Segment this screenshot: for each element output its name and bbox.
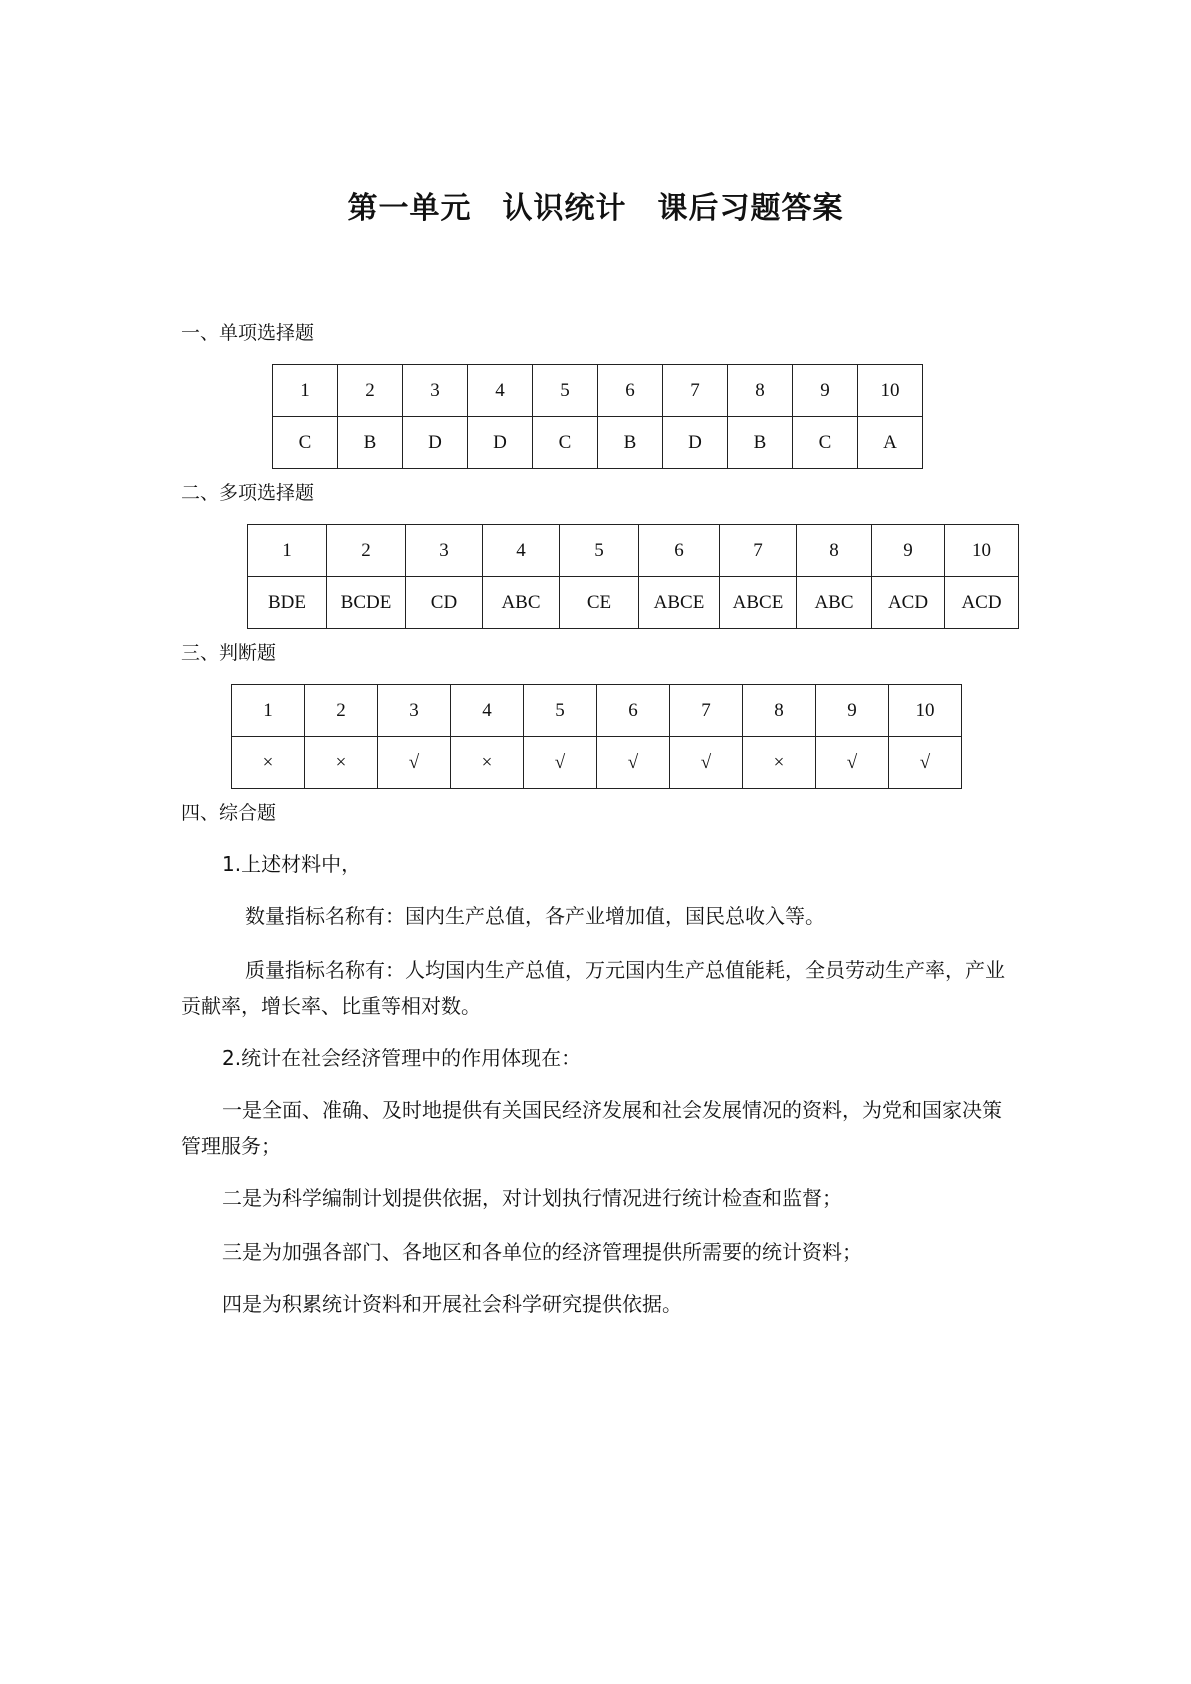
table-cell: 3 <box>406 525 483 577</box>
table-cell: 4 <box>451 685 524 737</box>
table-cell: 2 <box>327 525 406 577</box>
section-heading-comprehensive: 四、综合题 <box>181 802 277 824</box>
table-cell: B <box>598 417 663 469</box>
table-cell: √ <box>670 737 743 789</box>
table-row-answers <box>273 417 923 469</box>
table-cell: 4 <box>483 525 560 577</box>
table-cell: 9 <box>816 685 889 737</box>
section-heading-single-choice: 一、单项选择题 <box>181 322 315 344</box>
table-cell: D <box>403 417 468 469</box>
table-cell: × <box>743 737 816 789</box>
table-row-numbers <box>232 685 962 737</box>
table-cell: 8 <box>728 365 793 417</box>
table-cell: 3 <box>378 685 451 737</box>
q1-quality-indicators: 质量指标名称有：人均国内生产总值，万元国内生产总值能耗，全员劳动生产率，产业贡献率，增长率、比重等相对数。 <box>181 958 1005 1018</box>
table-cell: 7 <box>720 525 797 577</box>
table-cell: D <box>663 417 728 469</box>
table-cell: ACD <box>945 577 1019 629</box>
table-cell: 7 <box>670 685 743 737</box>
table-cell: BDE <box>248 577 327 629</box>
table-cell: C <box>273 417 338 469</box>
table-cell: B <box>728 417 793 469</box>
table-cell: ABC <box>483 577 560 629</box>
table-cell: 2 <box>305 685 378 737</box>
table-cell: A <box>858 417 923 469</box>
table-cell: 3 <box>403 365 468 417</box>
q2-point-1: 一是全面、准确、及时地提供有关国民经济发展和社会发展情况的资料，为党和国家决策管理服务； <box>181 1098 1002 1158</box>
table-cell: × <box>451 737 524 789</box>
table-cell: 10 <box>945 525 1019 577</box>
section-heading-true-false: 三、判断题 <box>181 642 277 664</box>
q1-quantity-indicators: 数量指标名称有：国内生产总值，各产业增加值，国民总收入等。 <box>245 904 825 928</box>
single-choice-answer-table <box>272 364 923 469</box>
table-cell: BCDE <box>327 577 406 629</box>
table-cell: √ <box>816 737 889 789</box>
q1-intro: 1.上述材料中， <box>222 852 362 876</box>
table-row-numbers <box>273 365 923 417</box>
multiple-choice-answer-table <box>247 524 1019 629</box>
table-row-answers <box>232 737 962 789</box>
table-cell: × <box>232 737 305 789</box>
table-cell: 10 <box>858 365 923 417</box>
table-cell: √ <box>889 737 962 789</box>
q2-point-3: 三是为加强各部门、各地区和各单位的经济管理提供所需要的统计资料； <box>222 1240 862 1264</box>
table-cell: D <box>468 417 533 469</box>
table-cell: 9 <box>872 525 945 577</box>
table-row-answers <box>248 577 1019 629</box>
table-cell: 8 <box>743 685 816 737</box>
table-cell: 6 <box>597 685 670 737</box>
table-cell: 5 <box>533 365 598 417</box>
table-cell: 9 <box>793 365 858 417</box>
table-cell: ACD <box>872 577 945 629</box>
table-cell: CD <box>406 577 483 629</box>
table-cell: 10 <box>889 685 962 737</box>
table-cell: CE <box>560 577 639 629</box>
table-cell: √ <box>597 737 670 789</box>
table-cell: 2 <box>338 365 403 417</box>
true-false-answer-table <box>231 684 962 789</box>
page-title: 第一单元 认识统计 课后习题答案 <box>347 191 844 226</box>
section-heading-multiple-choice: 二、多项选择题 <box>181 482 315 504</box>
table-cell: ABCE <box>720 577 797 629</box>
table-cell: 7 <box>663 365 728 417</box>
table-cell: 1 <box>248 525 327 577</box>
table-cell: √ <box>378 737 451 789</box>
table-cell: 6 <box>639 525 720 577</box>
table-cell: 1 <box>273 365 338 417</box>
table-cell: 4 <box>468 365 533 417</box>
table-cell: 6 <box>598 365 663 417</box>
table-cell: ABCE <box>639 577 720 629</box>
q2-point-2: 二是为科学编制计划提供依据，对计划执行情况进行统计检查和监督； <box>222 1186 842 1210</box>
table-row-numbers <box>248 525 1019 577</box>
table-cell: 5 <box>560 525 639 577</box>
table-cell: C <box>533 417 598 469</box>
table-cell: × <box>305 737 378 789</box>
table-cell: √ <box>524 737 597 789</box>
table-cell: B <box>338 417 403 469</box>
q2-point-4: 四是为积累统计资料和开展社会科学研究提供依据。 <box>222 1292 682 1316</box>
table-cell: 5 <box>524 685 597 737</box>
table-cell: 1 <box>232 685 305 737</box>
table-cell: 8 <box>797 525 872 577</box>
table-cell: ABC <box>797 577 872 629</box>
table-cell: C <box>793 417 858 469</box>
q2-intro: 2.统计在社会经济管理中的作用体现在： <box>222 1046 582 1070</box>
